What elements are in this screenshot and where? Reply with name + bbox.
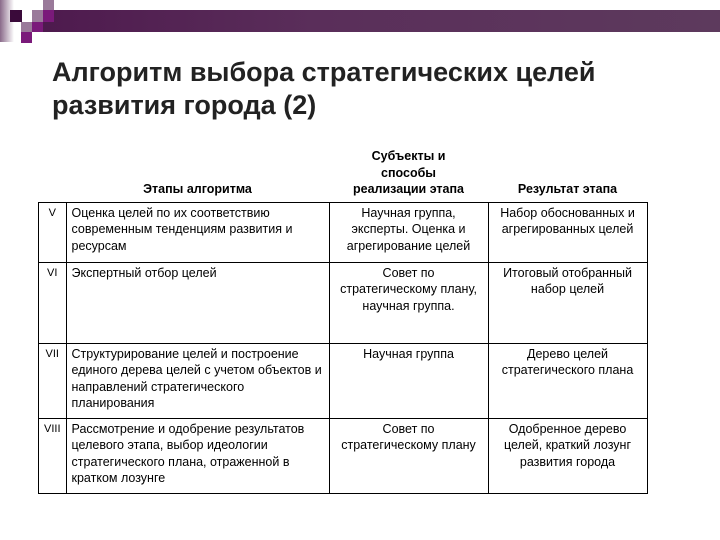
stage-cell: Рассмотрение и одобрение результатов целевого этапа, выбор идеологии стратегического плана, отраженной в кратком лозунге: [66, 418, 329, 493]
square-decoration: [21, 32, 32, 43]
row-number: V: [39, 202, 67, 262]
table-header-row: [39, 146, 648, 202]
header-result: Результат этапа: [517, 182, 618, 196]
result-cell: Одобренное дерево целей, краткий лозунг развития города: [488, 418, 647, 493]
slide-title: Алгоритм выбора стратегических целей развития города (2): [52, 57, 596, 120]
row-number: VI: [39, 262, 67, 343]
result-cell: Дерево целей стратегического плана: [488, 343, 647, 418]
square-decoration: [43, 10, 54, 22]
header-subjects: Субъекты и способы реализации этапа: [353, 149, 465, 196]
header-stages: Этапы алгоритма: [143, 182, 252, 196]
square-decoration: [32, 22, 43, 32]
stage-cell: Экспертный отбор целей: [66, 262, 329, 343]
header-bar-decoration: [43, 10, 720, 32]
row-number: VIII: [39, 418, 67, 493]
table-row: [39, 262, 648, 343]
row-number: VII: [39, 343, 67, 418]
algorithm-table: [38, 146, 648, 494]
square-decoration: [43, 0, 54, 10]
table-row: [39, 343, 648, 418]
result-cell: Набор обоснованных и агрегированных целей: [488, 202, 647, 262]
subjects-cell: Научная группа, эксперты. Оценка и агрегирование целей: [329, 202, 488, 262]
subjects-cell: Научная группа: [329, 343, 488, 418]
subjects-cell: Совет по стратегическому плану, научная группа.: [329, 262, 488, 343]
table-row: [39, 418, 648, 493]
table-row: [39, 202, 648, 262]
stage-cell: Структурирование целей и построение единого дерева целей с учетом объектов и направлений стратегического планирования: [66, 343, 329, 418]
stage-cell: Оценка целей по их соответствию современным тенденциям развития и ресурсам: [66, 202, 329, 262]
subjects-cell: Совет по стратегическому плану: [329, 418, 488, 493]
result-cell: Итоговый отобранный набор целей: [488, 262, 647, 343]
square-decoration: [10, 10, 22, 22]
square-decoration: [21, 22, 32, 32]
